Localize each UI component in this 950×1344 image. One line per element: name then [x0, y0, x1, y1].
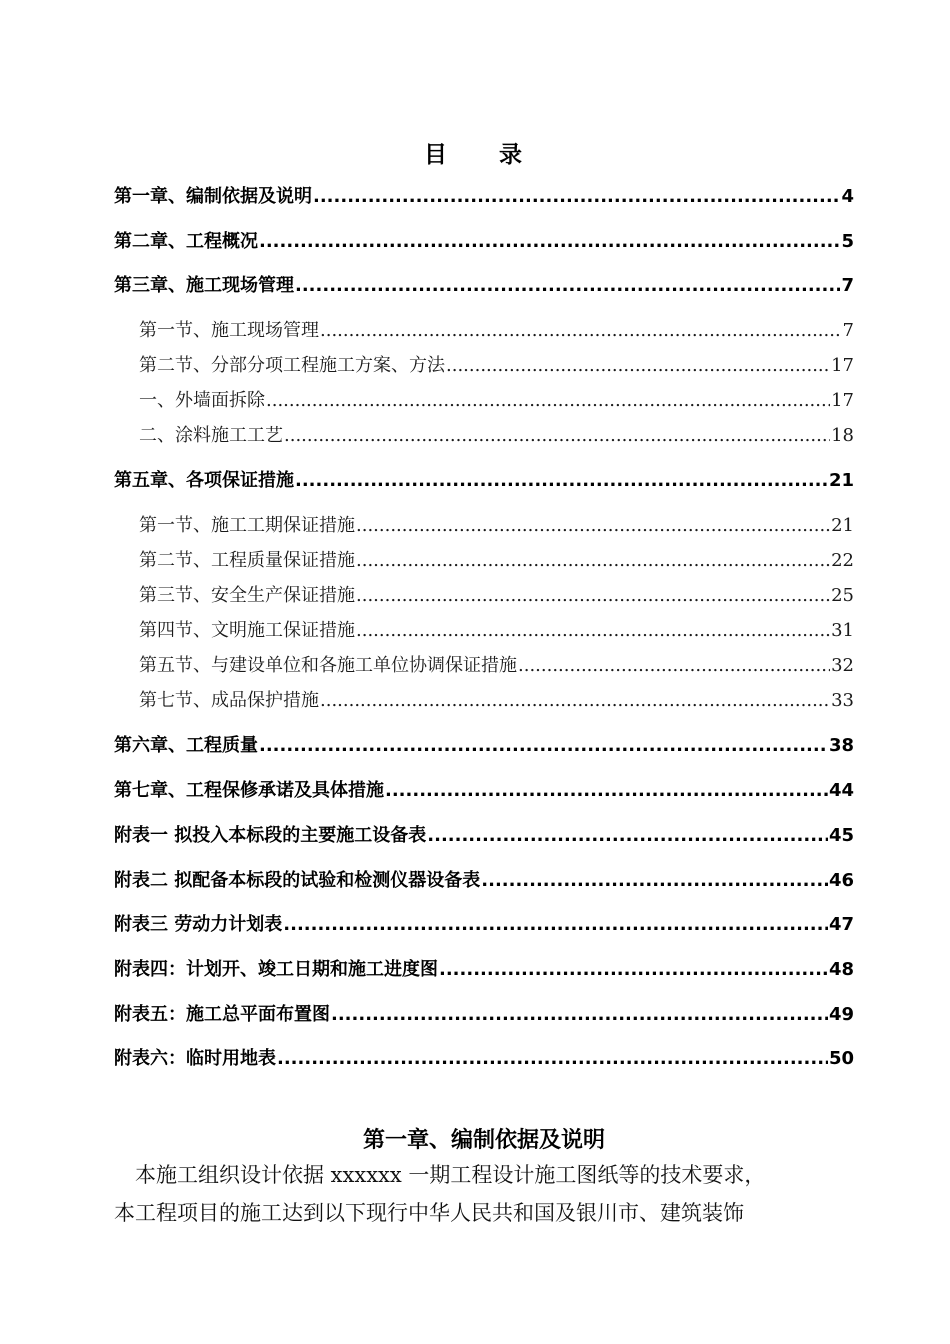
toc-leader-dots	[356, 513, 830, 539]
toc-leader-dots	[266, 388, 830, 414]
toc-entry-page: 48	[828, 959, 854, 980]
toc-leader-dots	[259, 229, 840, 255]
toc-entry[interactable]	[114, 733, 854, 759]
toc-entry-page: 50	[828, 1048, 854, 1069]
body-text-line: 本工程项目的施工达到以下现行中华人民共和国及银川市、建筑装饰	[114, 1201, 744, 1225]
toc-leader-dots	[295, 468, 828, 494]
toc-entry[interactable]	[114, 184, 854, 210]
toc-leader-dots	[446, 353, 830, 379]
toc-entry[interactable]	[114, 912, 854, 938]
toc-entry-text: 第六章、工程质量	[114, 735, 258, 756]
toc-leader-dots	[427, 823, 828, 849]
toc-entry-page: 22	[831, 550, 854, 571]
toc-entry-text: 第七节、成品保护措施	[139, 690, 319, 711]
toc-entry[interactable]	[139, 688, 854, 714]
toc-entry[interactable]	[114, 229, 854, 255]
toc-leader-dots	[356, 548, 830, 574]
toc-entry[interactable]	[139, 318, 854, 344]
body-text-line: 本施工组织设计依据 xxxxxx 一期工程设计施工图纸等的技术要求，	[114, 1163, 766, 1187]
toc-entry[interactable]	[139, 618, 854, 644]
toc-entry-text: 第一节、施工工期保证措施	[139, 515, 355, 536]
toc-entry-text: 第二节、工程质量保证措施	[139, 550, 355, 571]
toc-entry[interactable]	[114, 1002, 854, 1028]
toc-entry-page: 32	[831, 655, 854, 676]
toc-leader-dots	[313, 184, 840, 210]
toc-leader-dots	[295, 273, 840, 299]
toc-entry[interactable]	[114, 778, 854, 804]
toc-entry[interactable]	[139, 388, 854, 414]
toc-entry[interactable]	[139, 653, 854, 679]
toc-entry-page: 49	[828, 1004, 854, 1025]
toc-entry-page: 21	[831, 515, 854, 536]
toc-entry-page: 45	[828, 825, 854, 846]
toc-entry-page: 17	[831, 355, 854, 376]
toc-leader-dots	[356, 583, 830, 609]
toc-entry-page: 4	[841, 186, 854, 207]
toc-entry[interactable]	[139, 548, 854, 574]
toc-entry-text: 附表六：临时用地表	[114, 1048, 276, 1069]
toc-leader-dots	[439, 957, 828, 983]
toc-leader-dots	[481, 868, 828, 894]
toc-leader-dots	[283, 912, 828, 938]
toc-entry-text: 附表三 劳动力计划表	[114, 914, 283, 935]
toc-entry-text: 第一节、施工现场管理	[139, 320, 319, 341]
toc-entry-text: 第七章、工程保修承诺及具体措施	[114, 780, 384, 801]
toc-entry-text: 附表一 拟投入本标段的主要施工设备表	[114, 825, 427, 846]
toc-entry-page: 7	[842, 320, 854, 341]
toc-entry[interactable]	[114, 823, 854, 849]
toc-title: 目 录	[423, 142, 544, 168]
toc-entry-text: 一、外墙面拆除	[139, 390, 265, 411]
toc-entry-page: 17	[831, 390, 854, 411]
toc-entry-text: 第三节、安全生产保证措施	[139, 585, 355, 606]
toc-entry[interactable]	[114, 1046, 854, 1072]
toc-entry-page: 46	[828, 870, 854, 891]
toc-leader-dots	[284, 423, 830, 449]
toc-entry[interactable]	[114, 468, 854, 494]
toc-entry-text: 第二章、工程概况	[114, 231, 258, 252]
toc-entry-page: 44	[828, 780, 854, 801]
toc-leader-dots	[320, 688, 830, 714]
toc-entry-text: 第三章、施工现场管理	[114, 275, 294, 296]
toc-entry[interactable]	[114, 273, 854, 299]
toc-entry-page: 47	[828, 914, 854, 935]
toc-entry[interactable]	[139, 423, 854, 449]
toc-leader-dots	[277, 1046, 828, 1072]
toc-entry-page: 31	[831, 620, 854, 641]
toc-entry-text: 第四节、文明施工保证措施	[139, 620, 355, 641]
toc-entry[interactable]	[114, 868, 854, 894]
toc-entry-text: 附表二 拟配备本标段的试验和检测仪器设备表	[114, 870, 481, 891]
toc-entry[interactable]	[114, 957, 854, 983]
toc-leader-dots	[356, 618, 830, 644]
toc-entry-page: 21	[828, 470, 854, 491]
toc-leader-dots	[331, 1002, 828, 1028]
toc-entry-text: 第五节、与建设单位和各施工单位协调保证措施	[139, 655, 517, 676]
toc-entry-page: 25	[831, 585, 854, 606]
toc-entry[interactable]	[139, 583, 854, 609]
toc-entry[interactable]	[139, 353, 854, 379]
toc-entry-page: 33	[831, 690, 854, 711]
toc-entry-page: 38	[828, 735, 854, 756]
toc-entry-page: 7	[841, 275, 854, 296]
toc-entry-page: 18	[831, 425, 854, 446]
chapter-heading: 第一章、编制依据及说明	[362, 1127, 605, 1153]
toc-entry-text: 二、涂料施工工艺	[139, 425, 283, 446]
toc-leader-dots	[385, 778, 828, 804]
toc-leader-dots	[259, 733, 828, 759]
toc-leader-dots	[518, 653, 830, 679]
toc-entry-page: 5	[841, 231, 854, 252]
toc-entry-text: 第一章、编制依据及说明	[114, 186, 312, 207]
toc-entry-text: 第二节、分部分项工程施工方案、方法	[139, 355, 445, 376]
toc-leader-dots	[320, 318, 842, 344]
toc-entry-text: 附表四：计划开、竣工日期和施工进度图	[114, 959, 438, 980]
toc-entry[interactable]	[139, 513, 854, 539]
toc-entry-text: 第五章、各项保证措施	[114, 470, 294, 491]
toc-entry-text: 附表五：施工总平面布置图	[114, 1004, 330, 1025]
